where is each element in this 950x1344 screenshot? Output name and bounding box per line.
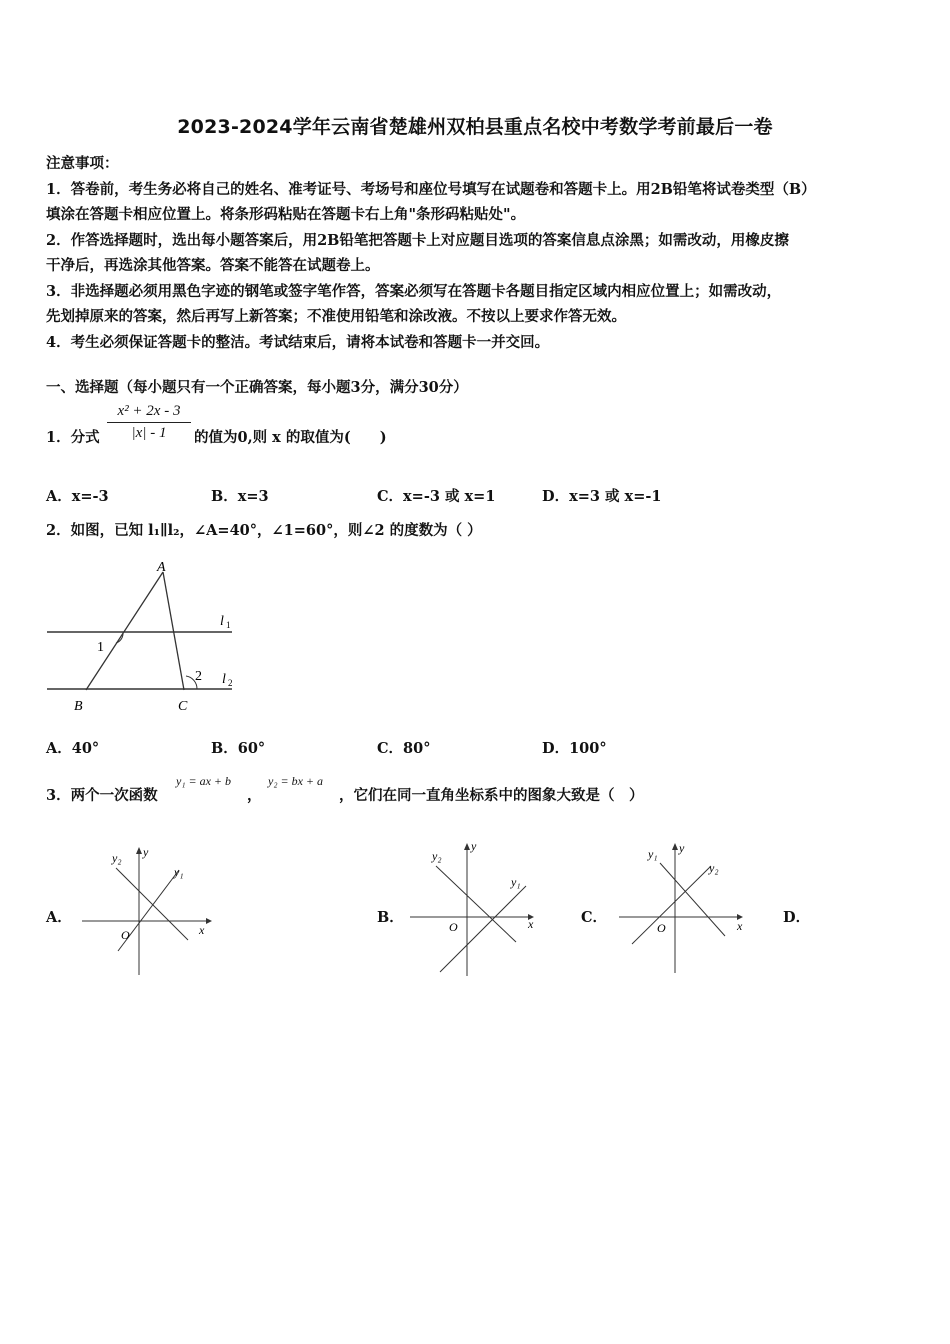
y1-label: y₁ (174, 865, 184, 879)
notice-line: 2．作答选择题时，选出每小题答案后，用2B铅笔把答题卡上对应题目选项的答案信息点涂黑；如需改动，用橡皮擦 (46, 231, 789, 249)
q3-function-1: y₁ = ax + b (176, 774, 232, 788)
q1-prefix: 1．分式 (46, 429, 100, 446)
label-l1-sub: 1 (226, 620, 231, 630)
q3-prefix: 3．两个一次函数 (46, 787, 158, 804)
q1-numerator: x² + 2x - 3 (107, 403, 191, 423)
label-l2: l (222, 672, 226, 687)
notice-line: 填涂在答题卡相应位置上。将条形码粘贴在答题卡右上角"条形码粘贴处"。 (46, 206, 526, 223)
x-label: x (737, 919, 743, 933)
y-label: y (143, 845, 149, 859)
x-axis-arrow-icon (206, 918, 212, 924)
segment-ac (163, 572, 184, 690)
y2-label: y₂ (112, 851, 122, 865)
segment-ab (86, 572, 163, 690)
origin-label: O (657, 921, 666, 935)
label-b: B (74, 699, 83, 714)
label-l1: l (220, 614, 224, 629)
label-angle-2: 2 (195, 669, 202, 684)
origin-label: O (449, 920, 458, 934)
q2-option-b[interactable]: B．60° (211, 740, 266, 757)
label-l2-sub: 2 (228, 678, 233, 688)
y-label: y (471, 839, 477, 853)
origin-label: O (121, 928, 130, 942)
x-label: x (199, 923, 205, 937)
notice-line: 1．答卷前，考生务必将自己的姓名、准考证号、考场号和座位号填写在试题卷和答题卡上。用2B铅笔将试卷类型（B） (46, 180, 816, 198)
x-label: x (528, 917, 534, 931)
notice-line: 3．非选择题必须用黑色字迹的钢笔或签字笔作答，答案必须写在答题卡各题目指定区域内相应位置上；如需改动， (46, 282, 782, 300)
y-axis-arrow-icon (672, 843, 678, 850)
label-a: A (157, 560, 166, 575)
q3-suffix: ，它们在同一直角坐标系中的图象大致是（ ） (339, 787, 644, 804)
q3-function-2: y₂ = bx + a (268, 774, 324, 788)
label-c: C (178, 699, 188, 714)
notice-line: 干净后，再选涂其他答案。答案不能答在试题卷上。 (46, 257, 380, 274)
q3-option-c[interactable]: C． (581, 909, 608, 926)
notice-block (46, 151, 908, 355)
q2-text: 2．如图，已知 l₁∥l₂，∠A=40°，∠1=60°，则∠2 的度数为（ ） (46, 522, 482, 539)
q1-option-c[interactable]: C．x=-3 或 x=1 (377, 488, 496, 505)
line-y2 (436, 866, 516, 942)
q1-suffix: 的值为0,则 x 的取值为( ) (194, 429, 387, 446)
y2-label: y₂ (432, 849, 442, 863)
notice-heading: 注意事项： (46, 155, 119, 172)
q3-separator: ， (247, 787, 262, 804)
page-title: 2023-2024学年云南省楚雄州双柏县重点名校中考数学考前最后一卷 (177, 116, 773, 138)
q1-option-d[interactable]: D．x=3 或 x=-1 (542, 488, 662, 505)
q3-option-d[interactable]: D． (783, 909, 811, 926)
q2-option-c[interactable]: C．80° (377, 740, 431, 757)
y-axis-arrow-icon (136, 847, 142, 854)
q1-option-b[interactable]: B．x=3 (211, 488, 269, 505)
label-angle-1: 1 (97, 640, 104, 655)
q3-graph-a (78, 842, 218, 978)
q2-figure (40, 555, 250, 715)
q3-graph-b (406, 838, 552, 978)
section-heading: 一、选择题（每小题只有一个正确答案，每小题3分，满分30分） (46, 379, 468, 396)
q1-fraction (107, 403, 191, 442)
q1-option-a[interactable]: A．x=-3 (46, 488, 109, 505)
q3-option-a[interactable]: A． (46, 909, 72, 926)
q2-option-a[interactable]: A．40° (46, 740, 100, 757)
y2-label: y₂ (709, 861, 719, 875)
y1-label: y₁ (511, 875, 521, 889)
y-axis-arrow-icon (464, 843, 470, 850)
notice-line: 4．考生必须保证答题卡的整洁。考试结束后，请将本试卷和答题卡一并交回。 (46, 333, 550, 351)
q3-graph-c (615, 838, 755, 978)
notice-line: 先划掉原来的答案，然后再写上新答案；不准使用铅笔和涂改液。不按以上要求作答无效。 (46, 308, 626, 325)
y1-label: y₁ (648, 847, 658, 861)
y-label: y (679, 841, 685, 855)
line-y2 (632, 866, 711, 944)
q3-option-b[interactable]: B． (377, 909, 404, 926)
q1-denominator: |x| - 1 (131, 425, 167, 441)
q2-option-d[interactable]: D．100° (542, 740, 607, 757)
